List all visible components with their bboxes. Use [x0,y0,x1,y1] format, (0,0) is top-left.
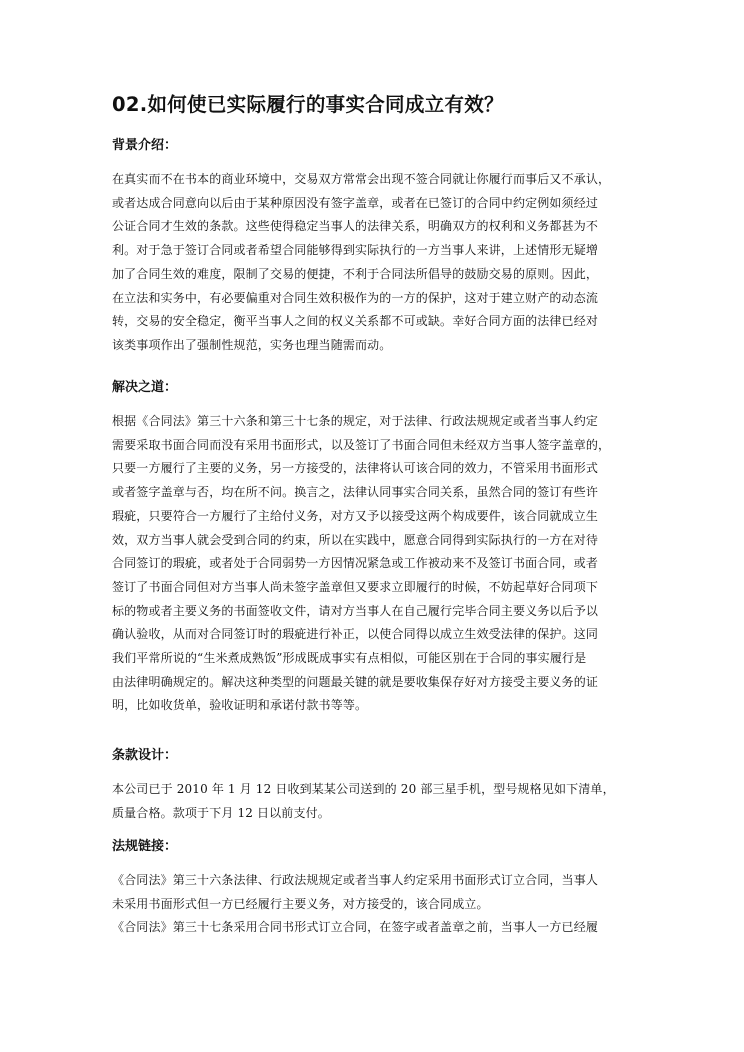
solution-line: 根据《合同法》第三十六条和第三十七条的规定，对于法律、行政法规规定或者当事人约定 [112,414,599,428]
law-heading: 法规链接： [112,839,178,854]
solution-line: 瑕疵，只要符合一方履行了主给付义务，对方又予以接受这两个构成要件，该合同就成立生 [112,508,599,523]
background-line: 加了合同生效的难度，限制了交易的便捷，不利于合同法所倡导的鼓励交易的原则。因此， [112,266,599,281]
law-line: 未采用书面形式但一方已经履行主要义务，对方接受的，该合同成立。 [112,896,489,911]
background-line: 或者达成合同意向以后由于某种原因没有签字盖章，或者在已签订的合同中约定例如须经过 [112,195,599,210]
solution-line: 明，比如收货单，验收证明和承诺付款书等等。 [112,698,368,713]
background-line: 公证合同才生效的条款。这些使得稳定当事人的法律关系，明确双方的权利和义务都甚为不 [112,219,599,234]
law-line: 《合同法》第三十六条法律、行政法规规定或者当事人约定采用书面形式订立合同，当事人 [112,873,599,887]
background-heading: 背景介绍： [112,138,178,153]
law-line: 《合同法》第三十七条采用合同书形式订立合同，在签字或者盖章之前，当事人一方已经履 [112,920,599,935]
solution-paragraph [112,410,634,718]
solution-line: 效，双方当事人就会受到合同的约束，所以在实践中，愿意合同得到实际执行的一方在对待 [112,532,599,547]
solution-line: 合同签订的瑕疵，或者处于合同弱势一方因情况紧急或工作被动来不及签订书面合同，或者 [112,556,599,571]
clause-line: 质量合格。款项于下月 12 日以前支付。 [112,805,330,820]
background-line: 转，交易的安全稳定，衡平当事人之间的权义关系都不可或缺。幸好合同方面的法律已经对 [112,314,599,329]
solution-heading: 解决之道： [112,380,178,395]
solution-line: 由法律明确规定的。解决这种类型的问题最关键的就是要收集保存好对方接受主要义务的证 [112,674,599,689]
solution-line: 我们平常所说的“生米煮成熟饭”形成既成事实有点相似，可能区别在于合同的事实履行是 [112,651,587,666]
solution-line: 标的物或者主要义务的书面签收文件，请对方当事人在自己履行完毕合同主要义务以后予以 [112,603,599,618]
solution-line: 确认验收，从而对合同签订时的瑕疵进行补正，以使合同得以成立生效受法律的保护。这同 [112,627,599,642]
clause-paragraph [112,778,634,825]
solution-line: 只要一方履行了主要的义务，另一方接受的，法律将认可该合同的效力，不管采用书面形式 [112,461,599,476]
solution-line: 需要采取书面合同而没有采用书面形式，以及签订了书面合同但未经双方当事人签字盖章的， [112,437,611,452]
clause-line: 本公司已于 2010 年 1 月 12 日收到某某公司送到的 20 部三星手机，型号规格见如下清单， [112,782,615,796]
background-line: 该类事项作出了强制性规范，实务也理当随需而动。 [112,337,392,352]
page-title: 02.如何使已实际履行的事实合同成立有效？ [112,93,504,116]
law-paragraph [112,869,634,940]
background-line: 在真实而不在书本的商业环境中，交易双方常常会出现不签合同就让你履行而事后又不承认， [112,172,611,186]
background-line: 利。对于急于签订合同或者希望合同能够得到实际执行的一方当事人来讲，上述情形无疑增 [112,243,599,258]
background-paragraph [112,168,634,358]
background-line: 在立法和实务中，有必要偏重对合同生效积极作为的一方的保护，这对于建立财产的动态流 [112,290,599,305]
solution-line: 签订了书面合同但对方当事人尚未签字盖章但又要求立即履行的时候，不妨起草好合同项下 [112,579,599,594]
clause-heading: 条款设计： [112,748,178,763]
solution-line: 或者签字盖章与否，均在所不问。换言之，法律认同事实合同关系，虽然合同的签订有些许 [112,485,599,500]
